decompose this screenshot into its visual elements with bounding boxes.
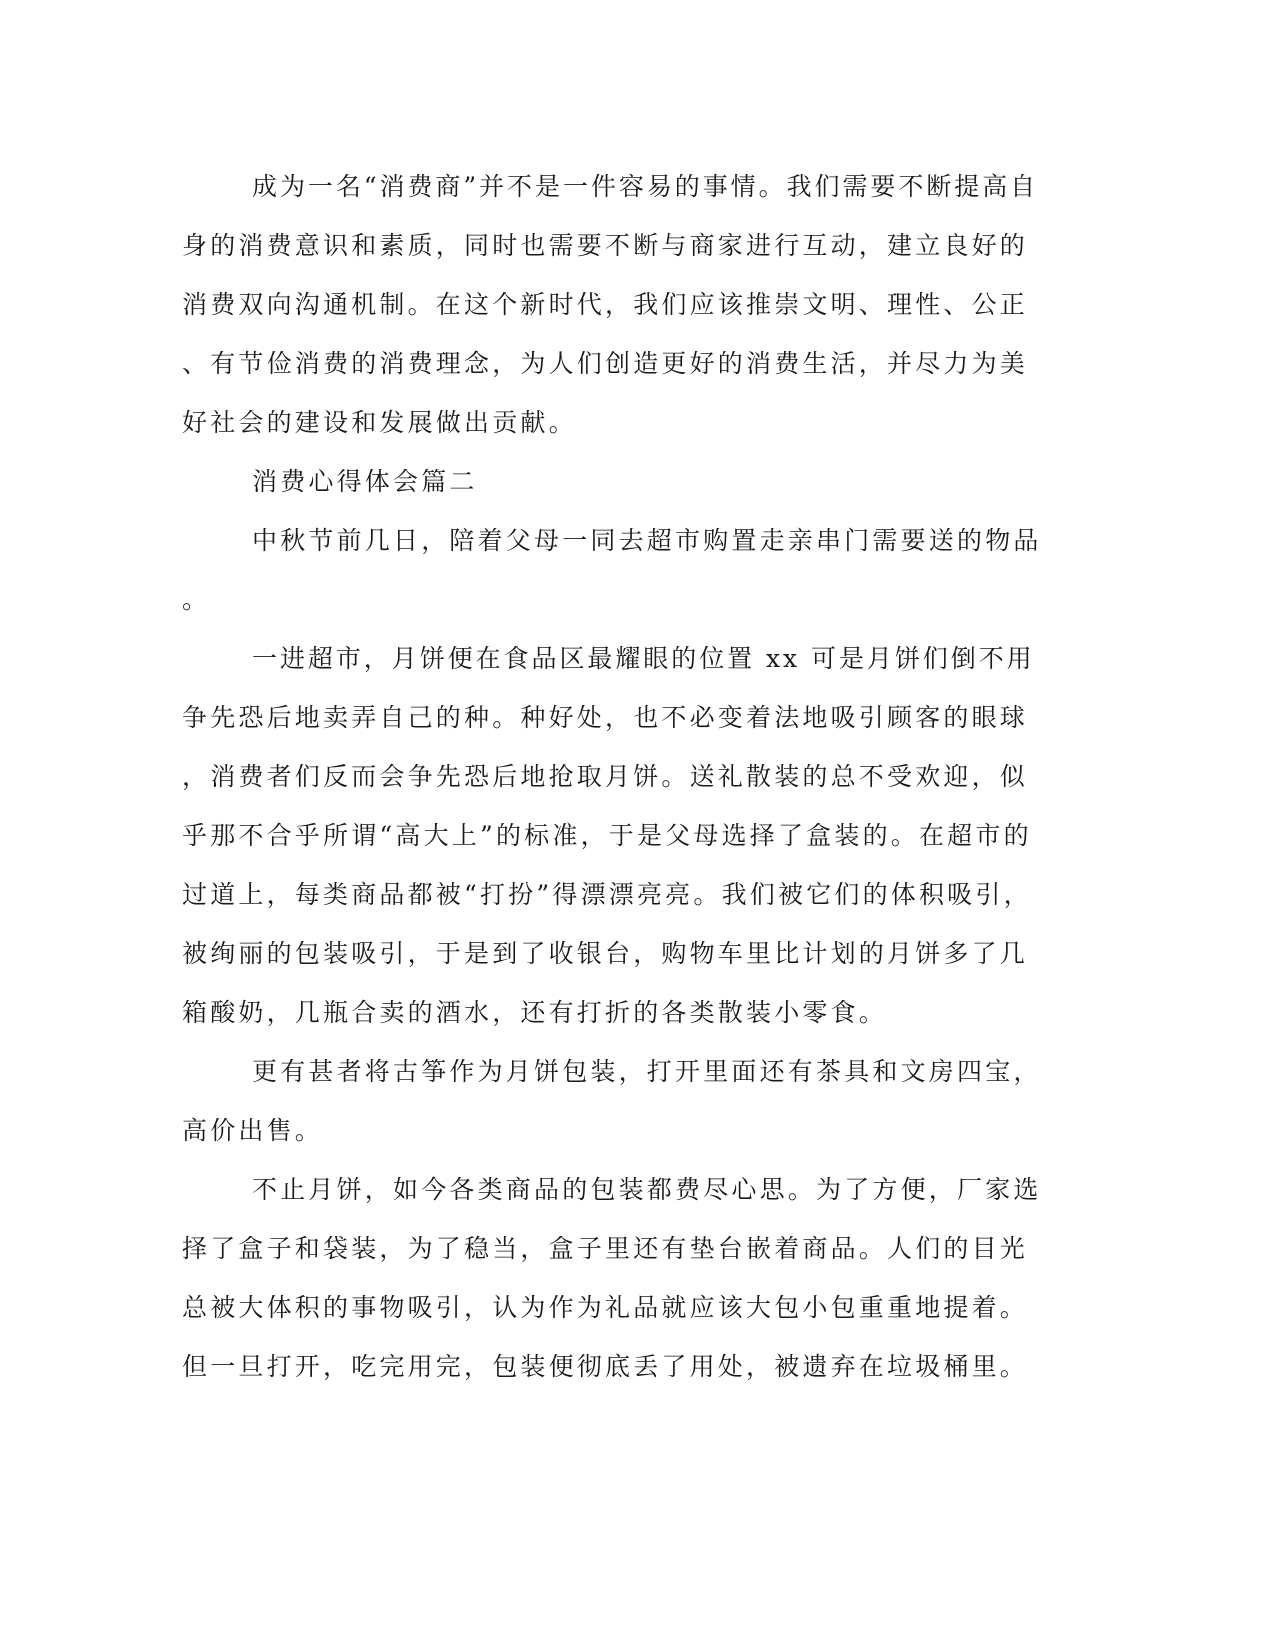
text-line: ，消费者们反而会争先恐后地抢取月饼。送礼散装的总不受欢迎，似: [182, 762, 1029, 791]
text-line: 好社会的建设和发展做出贡献。: [182, 408, 577, 437]
paragraph: [182, 629, 1042, 1042]
text-line: 中秋节前几日，陪着父母一同去超市购置走亲串门需要送的物品: [252, 526, 1042, 555]
paragraph: [182, 1160, 1042, 1396]
text-line: 箱酸奶，几瓶合卖的酒水，还有打折的各类散装小零食。: [182, 998, 888, 1027]
text-line: 但一旦打开，吃完用完，包装便彻底丢了用处，被遗弃在垃圾桶里。: [182, 1352, 1029, 1381]
paragraph: [182, 1042, 1042, 1160]
section-heading: [182, 452, 1042, 511]
text-line: 、有节俭消费的消费理念，为人们创造更好的消费生活，并尽力为美: [182, 349, 1029, 378]
text-line: 高价出售。: [182, 1116, 324, 1145]
text-line: 。: [182, 585, 211, 614]
text-line: 过道上，每类商品都被“打扮”得漂漂亮亮。我们被它们的体积吸引，: [182, 880, 1032, 909]
text-line: 成为一名“消费商”并不是一件容易的事情。我们需要不断提高自: [252, 172, 1039, 201]
text-line: 总被大体积的事物吸引，认为作为礼品就应该大包小包重重地提着。: [182, 1293, 1029, 1322]
heading-text: 消费心得体会篇二: [252, 467, 478, 496]
text-line: 乎那不合乎所谓“高大上”的标准，于是父母选择了盒装的。在超市的: [182, 821, 1032, 850]
paragraph: [182, 157, 1042, 452]
text-line: 更有甚者将古筝作为月饼包装，打开里面还有茶具和文房四宝，: [252, 1057, 1042, 1086]
document-body: [182, 157, 1042, 1396]
text-line: 消费双向沟通机制。在这个新时代，我们应该推崇文明、理性、公正: [182, 290, 1029, 319]
text-line: 争先恐后地卖弄自己的种。种好处，也不必变着法地吸引顾客的眼球: [182, 703, 1029, 732]
text-line: 一进超市，月饼便在食品区最耀眼的位置 xx 可是月饼们倒不用: [252, 644, 1035, 673]
text-line: 择了盒子和袋装，为了稳当，盒子里还有垫台嵌着商品。人们的目光: [182, 1234, 1029, 1263]
text-line: 身的消费意识和素质，同时也需要不断与商家进行互动，建立良好的: [182, 231, 1029, 260]
text-line: 不止月饼，如今各类商品的包装都费尽心思。为了方便，厂家选: [252, 1175, 1042, 1204]
text-line: 被绚丽的包装吸引，于是到了收银台，购物车里比计划的月饼多了几: [182, 939, 1029, 968]
paragraph: [182, 511, 1042, 629]
